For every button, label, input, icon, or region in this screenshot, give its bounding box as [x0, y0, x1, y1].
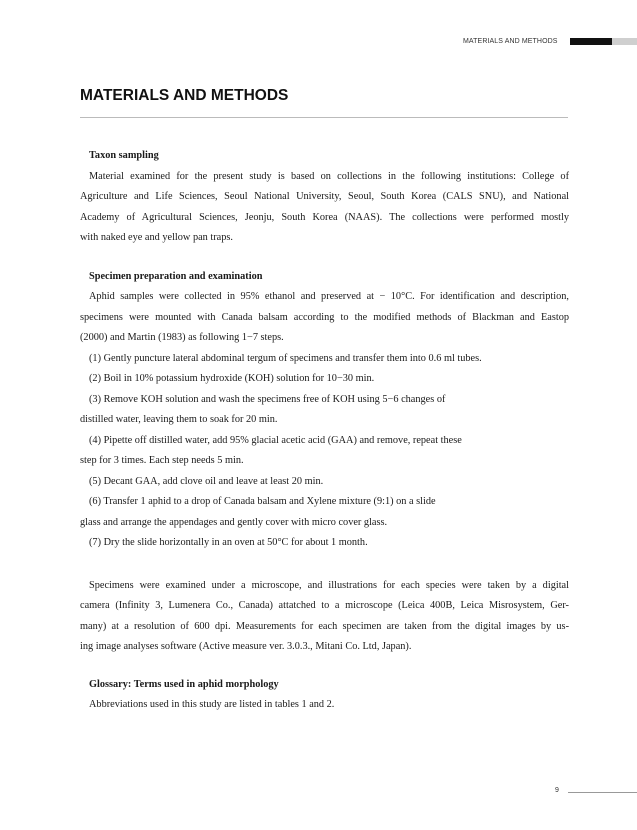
step-item: (5) Decant GAA, add clove oil and leave at least 20 min.: [89, 475, 324, 487]
title-divider: [80, 117, 568, 118]
step-item-continued: step for 3 times. Each step needs 5 min.: [80, 455, 244, 466]
specimen-prep-paragraph: [80, 287, 569, 349]
step-item: (3) Remove KOH solution and wash the specimens free of KOH using 5−6 changes of: [89, 393, 446, 405]
body-content: [80, 146, 569, 716]
paragraph-line: with naked eye and yellow pan traps.: [80, 232, 233, 243]
page-number: 9: [555, 787, 559, 794]
paragraph-line: (2000) and Martin (1983) as following 1−7 steps.: [80, 332, 284, 343]
specimen-prep-heading: Specimen preparation and examination: [89, 270, 263, 282]
running-head-bar-light: [612, 38, 637, 45]
section-title: MATERIALS AND METHODS: [80, 87, 289, 104]
step-item: (2) Boil in 10% potassium hydroxide (KOH) solution for 10−30 min.: [89, 373, 375, 384]
step-item: (6) Transfer 1 aphid to a drop of Canada balsam and Xylene mixture (9:1) on a slide: [89, 496, 436, 507]
running-head: MATERIALS AND METHODS: [463, 38, 558, 45]
paragraph-line: ing image analyses software (Active measure ver. 3.0.3., Mitani Co. Ltd, Japan).: [80, 641, 412, 652]
paragraph-line: camera (Infinity 3, Lumenera Co., Canada) attatched to a microscope (Leica 400B, Leica Misrosystem, Ger-: [80, 600, 569, 611]
paragraph-line: Specimens were examined under a microscope, and illustrations for each species were taken by a digital: [89, 579, 569, 591]
paragraph-line: Agriculture and Life Sciences, Seoul National University, Seoul, South Korea (CALS SNU), and National: [80, 191, 569, 202]
taxon-sampling-paragraph: [80, 167, 569, 249]
preparation-steps: [80, 349, 569, 554]
step-item-continued: glass and arrange the appendages and gently cover with micro cover glass.: [80, 516, 388, 528]
glossary-text: Abbreviations used in this study are listed in tables 1 and 2.: [89, 699, 335, 710]
step-item: (7) Dry the slide horizontally in an oven at 50°C for about 1 month.: [89, 537, 368, 548]
footer-rule: [568, 792, 637, 793]
paragraph-line: many) at a resolution of 600 dpi. Measurements for each specimen are taken from the digital images by us-: [80, 620, 569, 632]
paragraph-line: specimens were mounted with Canada balsam according to the modified methods of Blackman and Eastop: [80, 311, 569, 323]
paragraph-line: Aphid samples were collected in 95% ethanol and preserved at − 10°C. For identification and description,: [89, 291, 569, 302]
step-item: (1) Gently puncture lateral abdominal tergum of specimens and transfer them into 0.6 ml tubes.: [89, 352, 482, 364]
taxon-sampling-heading: Taxon sampling: [89, 150, 159, 161]
step-item: (4) Pipette off distilled water, add 95% glacial acetic acid (GAA) and remove, repeat these: [89, 434, 462, 446]
running-head-bar: [570, 38, 612, 45]
microscope-paragraph: [80, 576, 569, 658]
paragraph-line: Material examined for the present study is based on collections in the following institutions: College of: [89, 170, 569, 182]
glossary-heading: Glossary: Terms used in aphid morphology: [89, 678, 279, 690]
paragraph-line: Academy of Agricultural Sciences, Jeonju, South Korea (NAAS). The collections were performed mostly: [80, 211, 569, 223]
step-item-continued: distilled water, leaving them to soak for 20 min.: [80, 414, 278, 425]
